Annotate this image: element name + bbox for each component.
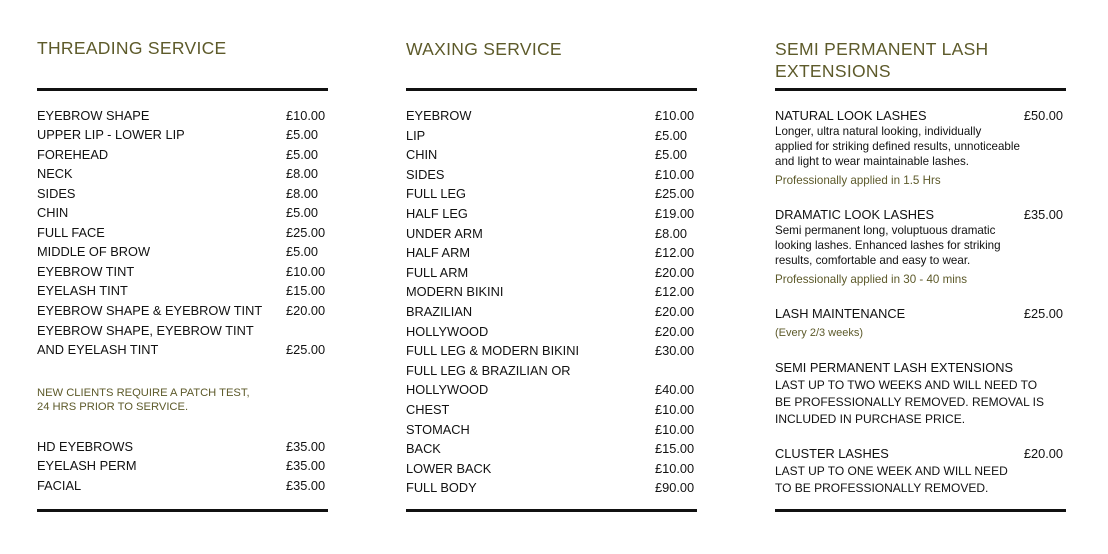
threading-section: [37, 0, 329, 554]
service-name: CHIN: [37, 205, 69, 221]
natural-application-time: Professionally applied in 1.5 Hrs: [775, 174, 941, 187]
price-list-row: [37, 125, 328, 145]
price-list-row: [37, 164, 328, 184]
service-name: BRAZILIAN: [406, 304, 473, 319]
service-name: FACIAL: [37, 477, 82, 493]
price-list-row: [406, 165, 697, 185]
service-name: UPPER LIP - LOWER LIP: [37, 127, 185, 143]
price-list-row: [406, 302, 697, 322]
service-name: HOLLYWOOD: [406, 382, 489, 398]
service-price: £12.00: [655, 284, 695, 300]
service-name: EYEBROW SHAPE: [37, 107, 150, 123]
service-name: FULL ARM: [406, 264, 469, 280]
price-list-row: [37, 262, 328, 282]
lash-bottom-rule: [775, 509, 1066, 512]
price-list-row: [37, 223, 328, 243]
dramatic-desc-line3: results, comfortable and easy to wear.: [775, 254, 971, 267]
dramatic-look-lashes-row: [775, 205, 1066, 225]
price-list-row: [37, 203, 328, 223]
service-name: NECK: [37, 166, 73, 182]
service-name: HD EYEBROWS: [37, 438, 133, 454]
price-list-row: [406, 361, 697, 381]
price-list-row: [406, 224, 697, 244]
price-list-row: [406, 263, 697, 283]
service-price: £50.00: [1023, 108, 1063, 123]
service-name: CHEST: [406, 402, 450, 417]
threading-bottom-rule: [37, 509, 328, 512]
cluster-lashes-row: [775, 444, 1066, 464]
price-list-row: [406, 420, 697, 440]
service-name: SEMI PERMANENT LASH EXTENSIONS: [775, 360, 1013, 375]
service-name: FULL BODY: [406, 480, 477, 496]
service-price: £40.00: [655, 382, 695, 398]
service-price: £25.00: [655, 186, 695, 202]
natural-desc-line2: applied for striking defined results, unnoticeable: [775, 140, 1020, 153]
service-name: AND EYELASH TINT: [37, 342, 159, 358]
natural-desc-line1: Longer, ultra natural looking, individually: [775, 125, 982, 138]
service-price: £10.00: [655, 402, 695, 417]
service-name: HALF LEG: [406, 206, 468, 221]
price-list-row: [37, 321, 328, 341]
natural-look-lashes-row: [775, 106, 1066, 126]
service-name: HALF ARM: [406, 245, 470, 261]
lash-title-line2: EXTENSIONS: [775, 61, 891, 81]
price-list-row: [406, 400, 697, 420]
lash-maintenance-row: [775, 304, 1066, 324]
service-price: £35.00: [1023, 207, 1063, 222]
extensions-line3: INCLUDED IN PURCHASE PRICE.: [775, 412, 966, 426]
patch-test-note-line1: NEW CLIENTS REQUIRE A PATCH TEST,: [37, 387, 250, 399]
service-price: £19.00: [655, 206, 695, 221]
service-price: £10.00: [655, 460, 695, 476]
waxing-section: [406, 0, 698, 554]
service-name: SIDES: [406, 166, 445, 182]
service-price: £35.00: [286, 438, 326, 454]
waxing-title: WAXING SERVICE: [406, 39, 562, 59]
price-list-row: [37, 184, 328, 204]
maintenance-frequency: (Every 2/3 weeks): [775, 327, 864, 339]
service-name: EYELASH TINT: [37, 283, 128, 299]
lash-top-rule: [775, 88, 1066, 91]
service-name: LOWER BACK: [406, 460, 492, 476]
service-price: £20.00: [655, 323, 695, 339]
service-price: £20.00: [1023, 446, 1063, 461]
service-price: £25.00: [286, 342, 326, 358]
threading-title: THREADING SERVICE: [37, 38, 227, 58]
service-name: UNDER ARM: [406, 225, 483, 241]
service-price: £10.00: [655, 421, 695, 437]
price-list-row: [37, 456, 328, 476]
service-price: £10.00: [286, 263, 326, 279]
service-name: SIDES: [37, 185, 76, 201]
price-list-row: [406, 341, 697, 361]
price-list-row: [37, 476, 328, 496]
semi-permanent-extensions-row: [775, 358, 1066, 378]
service-price: £30.00: [655, 343, 695, 359]
dramatic-desc-line1: Semi permanent long, voluptuous dramatic: [775, 224, 996, 237]
service-price: £90.00: [655, 480, 695, 496]
dramatic-desc-line2: looking lashes. Enhanced lashes for striking: [775, 239, 1001, 252]
natural-desc-line3: and light to wear maintainable lashes.: [775, 155, 969, 168]
service-name: EYEBROW SHAPE & EYEBROW TINT: [37, 303, 263, 318]
service-price: £5.00: [286, 244, 319, 260]
service-name: EYEBROW TINT: [37, 263, 135, 279]
dramatic-application-time: Professionally applied in 30 - 40 mins: [775, 273, 968, 286]
extensions-line1: LAST UP TO TWO WEEKS AND WILL NEED TO: [775, 378, 1038, 392]
service-price: £15.00: [655, 441, 695, 457]
service-price: £8.00: [655, 225, 688, 241]
price-list-row: [406, 380, 697, 400]
service-name: MODERN BIKINI: [406, 284, 504, 300]
price-list-row: [37, 106, 328, 126]
cluster-line1: LAST UP TO ONE WEEK AND WILL NEED: [775, 464, 1008, 478]
service-name: HOLLYWOOD: [406, 323, 489, 339]
price-list-row: [37, 340, 328, 360]
service-name: LASH MAINTENANCE: [775, 306, 906, 321]
price-list-row: [37, 145, 328, 165]
price-list-row: [406, 439, 697, 459]
service-name: EYELASH PERM: [37, 458, 137, 474]
service-price: £10.00: [655, 108, 695, 123]
price-list-row: [406, 126, 697, 146]
patch-test-note-line2: 24 HRS PRIOR TO SERVICE.: [37, 401, 189, 413]
service-name: FULL LEG: [406, 186, 466, 202]
service-name: LIP: [406, 127, 426, 143]
waxing-bottom-rule: [406, 509, 697, 512]
service-price: £35.00: [286, 477, 326, 493]
lash-title-line1: SEMI PERMANENT LASH: [775, 39, 989, 59]
price-list-row: [37, 301, 328, 321]
price-list-row: [37, 281, 328, 301]
price-list-row: [406, 145, 697, 165]
service-price: £5.00: [286, 205, 319, 221]
waxing-top-rule: [406, 88, 697, 91]
service-name: STOMACH: [406, 421, 470, 437]
cluster-line2: TO BE PROFESSIONALLY REMOVED.: [775, 481, 989, 495]
extensions-line2: BE PROFESSIONALLY REMOVED. REMOVAL IS: [775, 395, 1044, 409]
threading-top-rule: [37, 88, 328, 91]
service-name: CHIN: [406, 147, 438, 163]
price-list-row: [406, 322, 697, 342]
service-name: FULL FACE: [37, 224, 105, 240]
price-list-row: [406, 106, 697, 126]
price-list-row: [37, 437, 328, 457]
price-list-row: [406, 184, 697, 204]
service-price: £20.00: [286, 303, 326, 318]
lash-section: [775, 0, 1067, 554]
service-price: £5.00: [286, 127, 319, 143]
service-price: £8.00: [286, 185, 319, 201]
service-price: £5.00: [286, 146, 319, 162]
service-name: EYEBROW: [406, 108, 472, 123]
service-name: EYEBROW SHAPE, EYEBROW TINT: [37, 322, 254, 338]
service-price: £8.00: [286, 166, 319, 182]
service-price: £35.00: [286, 458, 326, 474]
price-list-row: [406, 282, 697, 302]
service-price: £5.00: [655, 147, 688, 163]
service-name: DRAMATIC LOOK LASHES: [775, 207, 935, 222]
service-price: £20.00: [655, 264, 695, 280]
service-price: £25.00: [286, 224, 326, 240]
service-price: £10.00: [655, 166, 695, 182]
service-name: CLUSTER LASHES: [775, 446, 889, 461]
price-list-row: [406, 459, 697, 479]
service-name: FOREHEAD: [37, 146, 109, 162]
service-price: £20.00: [655, 304, 695, 319]
service-price: £10.00: [286, 107, 326, 123]
service-name: BACK: [406, 441, 441, 457]
service-name: NATURAL LOOK LASHES: [775, 108, 927, 123]
service-price: £15.00: [286, 283, 326, 299]
service-name: MIDDLE OF BROW: [37, 244, 151, 260]
service-price: £12.00: [655, 245, 695, 261]
price-list-row: [406, 243, 697, 263]
service-name: FULL LEG & MODERN BIKINI: [406, 343, 580, 359]
service-price: £25.00: [1023, 306, 1063, 321]
price-list-row: [37, 242, 328, 262]
service-price: £5.00: [655, 127, 688, 143]
price-list-row: [406, 204, 697, 224]
price-list-row: [406, 478, 697, 498]
service-name: FULL LEG & BRAZILIAN OR: [406, 362, 571, 378]
